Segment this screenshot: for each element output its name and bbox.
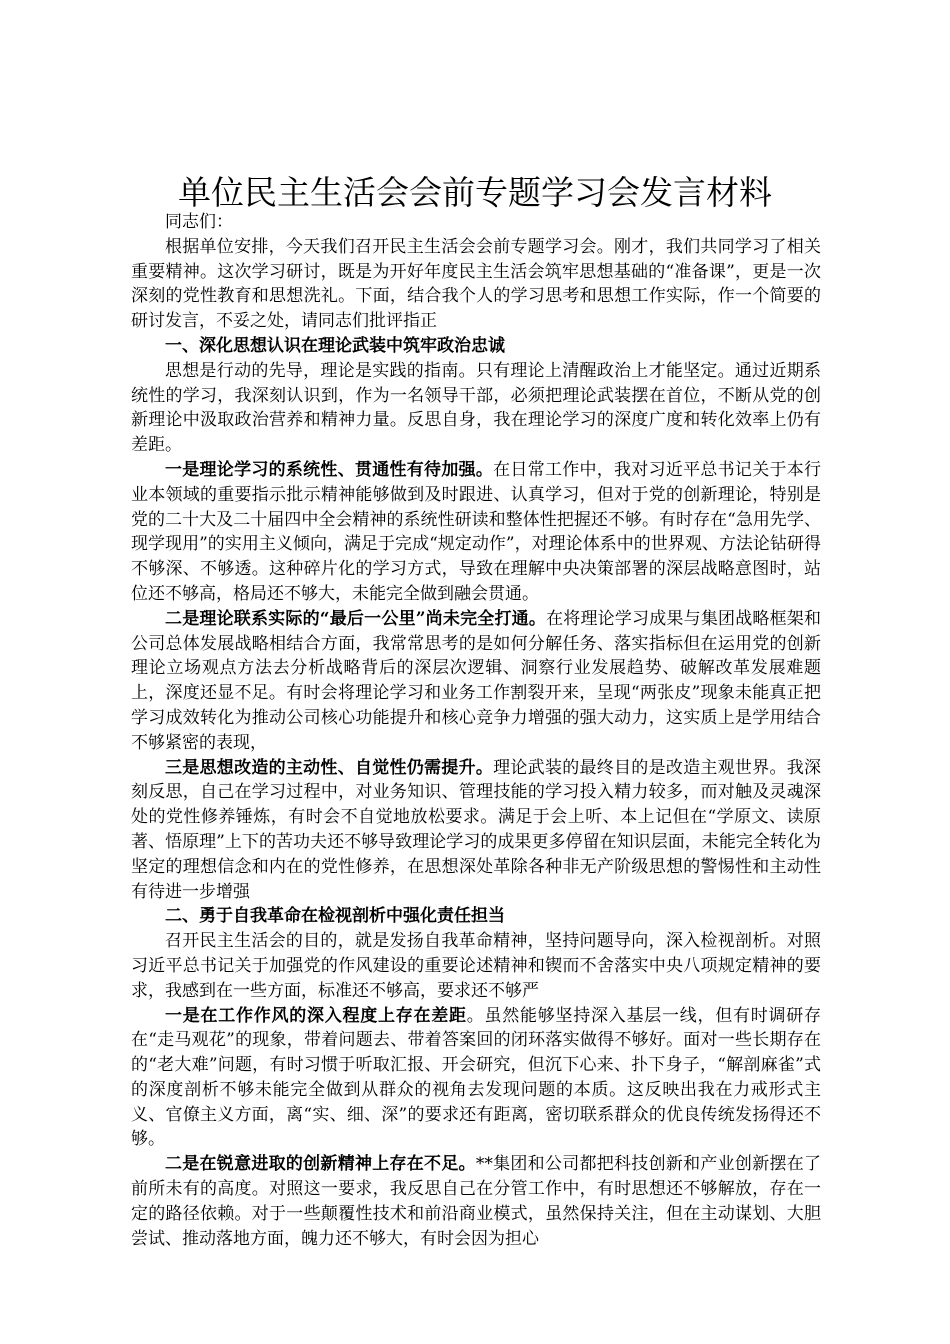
point-text: 在将理论学习成果与集团战略框架和公司总体发展战略相结合方面，我常常思考的是如何分解任务、落实指标但在运用党的创新理论立场观点方法去分析战略背后的深层次逻辑、洞察行业发展趋势、破解改革发展难题上，深度还显不足。有时会将理论学习和业务工作割裂开来，呈现“两张皮”现象未能真正把学习成效转化为推动公司核心功能提升和核心竞争力增强的强大动力，这实质上是学用结合不够紧密的表现，: [131, 608, 821, 753]
section-2-heading: 二、勇于自我革命在检视剖析中强化责任担当: [165, 906, 505, 927]
point-lead: 二是理论联系实际的“最后一公里”尚未完全打通。: [165, 608, 547, 629]
point-text: 理论武装的最终目的是改造主观世界。我深刻反思，自己在学习过程中，对业务知识、管理技能的学习投入精力较多，而对触及灵魂深处的党性修养锤炼，有时会不自觉地放松要求。满足于会上听、本上记但在“学原文、读原著、悟原理”上下的苦功夫还不够导致理论学习的成果更多停留在知识层面，未能完全转化为坚定的理想信念和内在的党性修养，在思想深处革除各种非无产阶级思想的警惕性和主动性有待进一步增强: [131, 757, 822, 902]
point-text: **集团和公司都把科技创新和产业创新摆在了前所未有的高度。对照这一要求，我反思自己在分管工作中，有时思想还不够解放，存在一定的路径依赖。对于一些颠覆性技术和前沿商业模式，虽然保持关注，但在主动谋划、大胆尝试、推动落地方面，魄力还不够大，有时会因为担心: [131, 1154, 822, 1249]
salutation: 同志们：: [165, 212, 233, 232]
point-lead: 三是思想改造的主动性、自觉性仍需提升。: [165, 757, 494, 778]
section-1-heading: 一、深化思想认识在理论武装中筑牢政治忠诚: [165, 335, 505, 356]
section-2-intro: 召开民主生活会的目的，就是发扬自我革命精神，坚持问题导向，深入检视剖析。对照习近平总书记关于加强党的作风建设的重要论述精神和锲而不舍落实中央八项规定精神的要求，我感到在一些方面，标准还不够高，要求还不够严: [131, 931, 821, 1001]
point-lead: 一是在工作作风的深入程度上存在差距: [165, 1005, 467, 1026]
point-lead: 二是在锐意进取的创新精神上存在不足。: [165, 1154, 476, 1175]
section-1-point-2: [131, 607, 821, 756]
section-2-point-2: [131, 1152, 821, 1251]
intro-paragraph: 根据单位安排，今天我们召开民主生活会会前专题学习会。刚才，我们共同学习了相关重要精神。这次学习研讨，既是为开好年度民主生活会筑牢思想基础的“准备课”，更是一次深刻的党性教育和思想洗礼。下面，结合我个人的学习思考和思想工作实际，作一个简要的研讨发言，不妥之处，请同志们批评指正: [131, 236, 821, 332]
document-title: 单位民主生活会会前专题学习会发言材料: [178, 173, 772, 212]
point-text: 在日常工作中，我对习近平总书记关于本行业本领域的重要指示批示精神能够做到及时跟进、认真学习，但对于党的创新理论，特别是党的二十大及二十届四中全会精神的系统性研读和整体性把握还不够。有时存在“急用先学、现学现用”的实用主义倾向，满足于完成“规定动作”，对理论体系中的世界观、方法论钻研得不够深、不够透。这种碎片化的学习方式，导致在理解中央决策部署的深层战略意图时，站位还不够高，格局还不够大，未能完全做到融会贯通。: [131, 459, 822, 604]
section-1-point-3: [131, 756, 821, 905]
document-body: [131, 210, 821, 1251]
section-1-point-1: [131, 458, 821, 607]
section-1-intro: 思想是行动的先导，理论是实践的指南。只有理论上清醒政治上才能坚定。通过近期系统性的学习，我深刻认识到，作为一名领导干部，必须把理论武装摆在首位，不断从党的创新理论中汲取政治营养和精神力量。反思自身，我在理论学习的深度广度和转化效率上仍有差距。: [131, 360, 821, 456]
point-lead: 一是理论学习的系统性、贯通性有待加强。: [165, 459, 494, 480]
point-text: 。虽然能够坚持深入基层一线，但有时调研存在“走马观花”的现象，带着问题去、带着答案回的闭环落实做得不够好。面对一些长期存在的“老大难”问题，有时习惯于听取汇报、开会研究，但沉下心来、扑下身子，“解剖麻雀”式的深度剖析不够未能完全做到从群众的视角去发现问题的本质。这反映出我在力戒形式主义、官僚主义方面，离“实、细、深”的要求还有距离，密切联系群众的优良传统发扬得还不够。: [131, 1005, 821, 1150]
section-2-point-1: [131, 1004, 821, 1153]
